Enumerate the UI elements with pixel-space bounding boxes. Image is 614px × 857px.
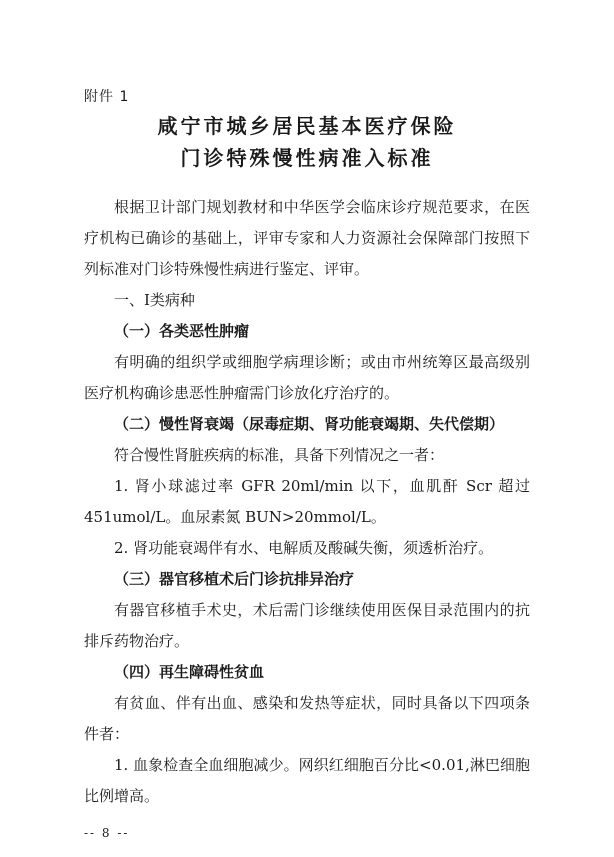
paragraph: 有贫血、伴有出血、感染和发热等症状，同时具备以下四项条件者：	[84, 694, 530, 743]
list-item: 1. 血象检查全血细胞减少。网织红细胞百分比<0.01,淋巴细胞比例增高。	[84, 756, 530, 805]
document-body	[84, 192, 530, 812]
paragraph: 有明确的组织学或细胞学病理诊断；或由市州统筹区最高级别医疗机构确诊患恶性肿瘤需门诊放化疗治疗的。	[84, 353, 530, 402]
document-title-line1: 咸宁市城乡居民基本医疗保险	[157, 114, 457, 138]
list-item: 1. 肾小球滤过率 GFR 20ml/min 以下，血肌酐 Scr 超过 451umol/L。血尿素氮 BUN>20mmol/L。	[84, 477, 530, 526]
attachment-label: 附件 1	[84, 89, 130, 105]
intro-paragraph: 根据卫计部门规划教材和中华医学会临床诊疗规范要求，在医疗机构已确诊的基础上，评审专家和人力资源社会保障部门按照下列标准对门诊特殊慢性病进行鉴定、评审。	[84, 198, 530, 278]
page-number: -- 8 --	[84, 826, 130, 840]
paragraph: 符合慢性肾脏疾病的标准，具备下列情况之一者：	[114, 446, 445, 464]
list-item: 2. 肾功能衰竭伴有水、电解质及酸碱失衡，须透析治疗。	[114, 539, 494, 557]
subsection-heading: （四）再生障碍性贫血	[114, 663, 265, 681]
subsection-heading: （三）器官移植术后门诊抗排异治疗	[114, 570, 355, 588]
subsection-heading: （二）慢性肾衰竭（尿毒症期、肾功能衰竭期、失代偿期）	[114, 415, 505, 433]
paragraph: 有器官移植手术史，术后需门诊继续使用医保目录范围内的抗排斥药物治疗。	[84, 601, 530, 650]
subsection-heading: （一）各类恶性肿瘤	[114, 322, 250, 340]
section-heading: 一、Ⅰ类病种	[114, 291, 195, 309]
document-title-line2: 门诊特殊慢性病准入标准	[180, 146, 434, 170]
